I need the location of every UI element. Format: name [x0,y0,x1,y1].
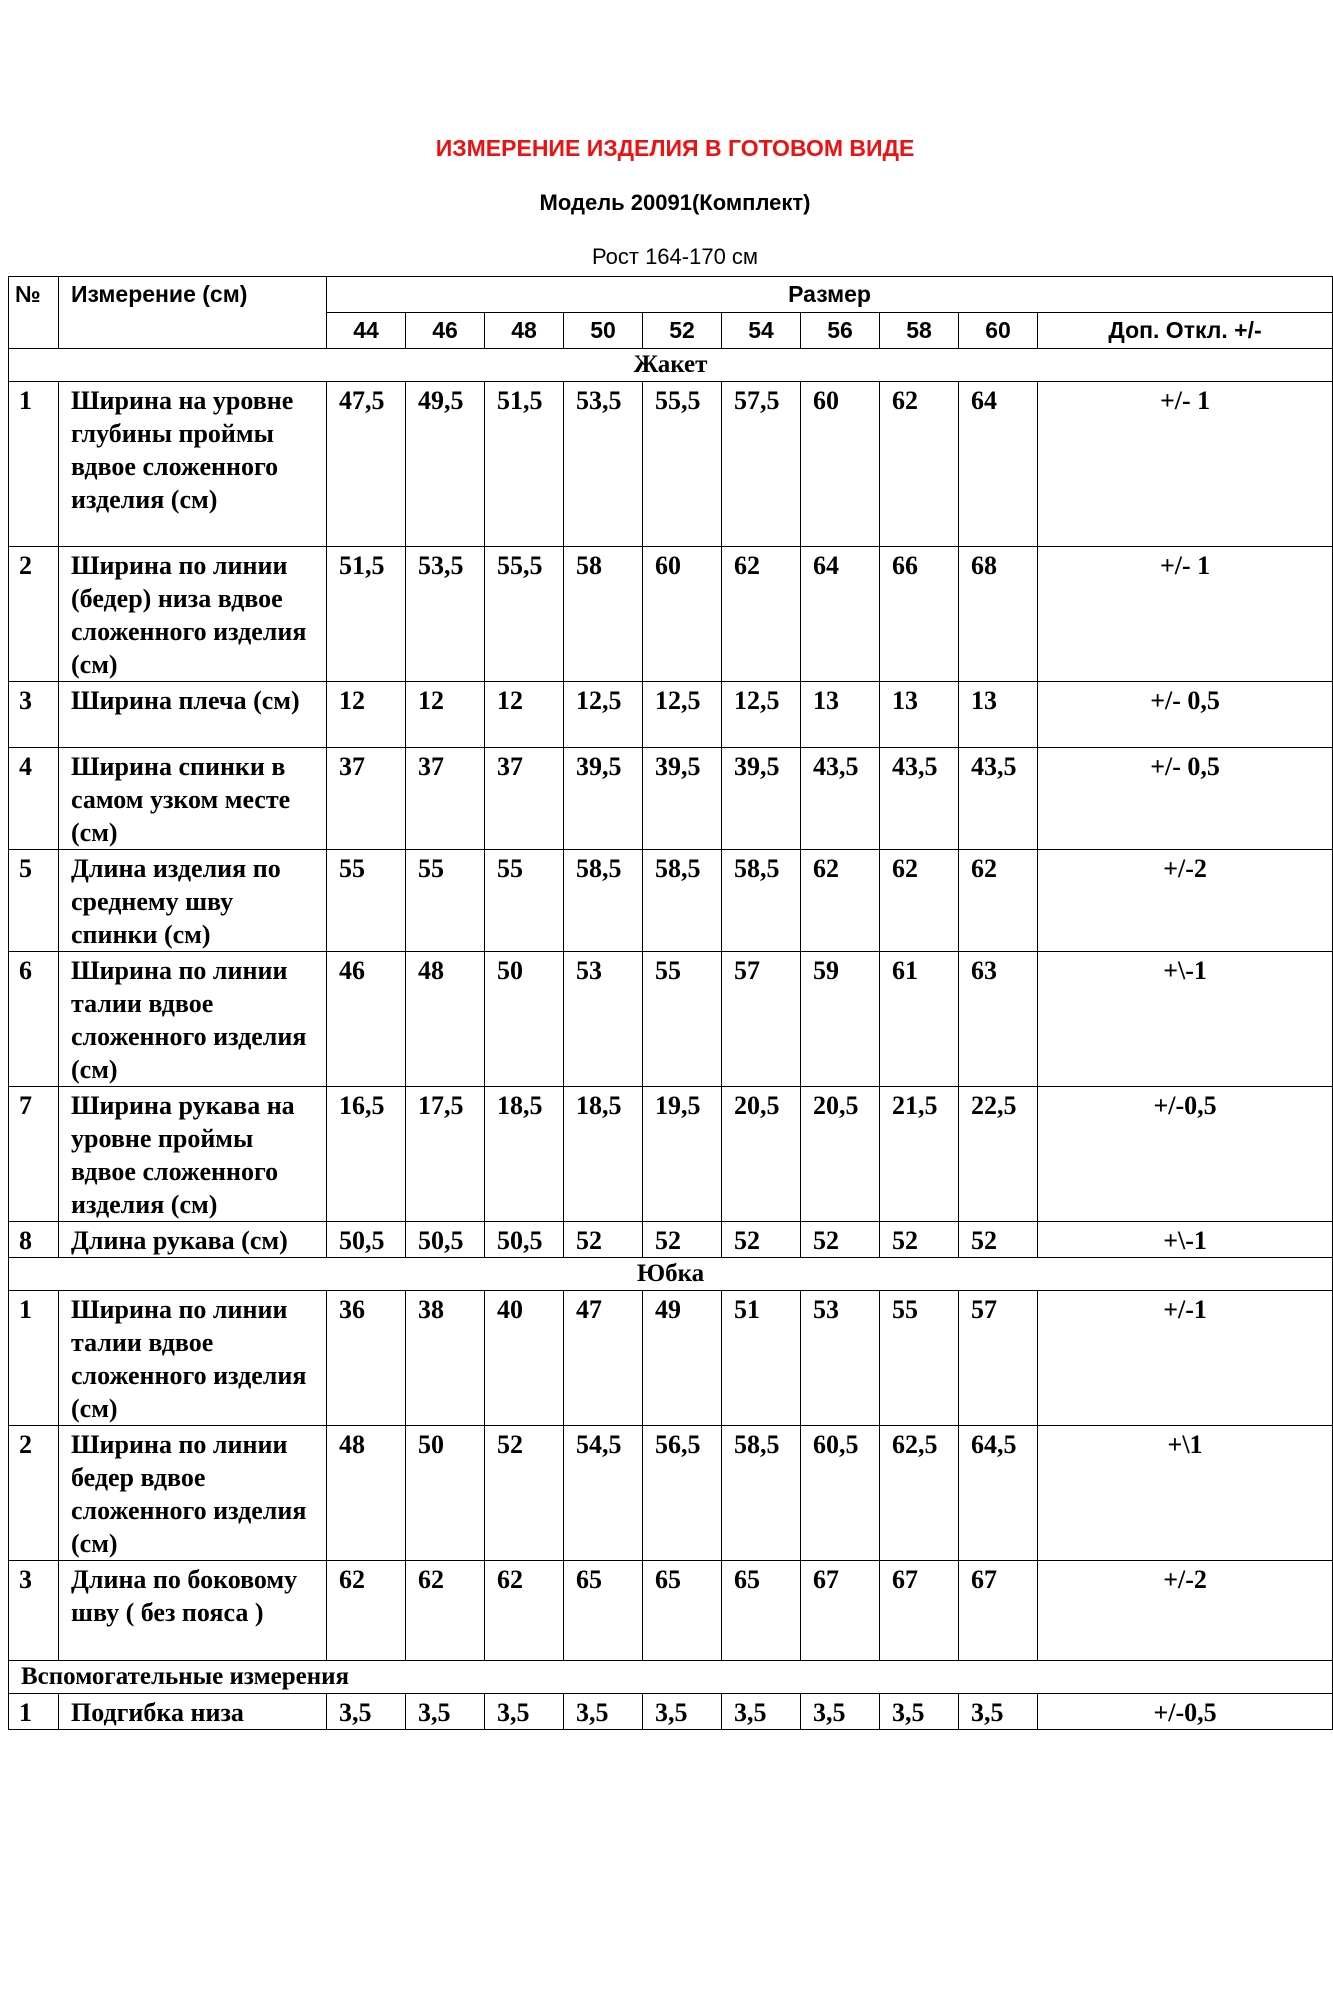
tolerance-value: +/-0,5 [1038,1694,1333,1730]
measurement-value: 63 [959,952,1038,1087]
measurement-value: 19,5 [643,1087,722,1222]
size-chart-table [8,276,1333,1730]
measurement-value: 62 [485,1561,564,1661]
measurement-value: 38 [406,1291,485,1426]
measurement-name: Ширина плеча (см) [59,682,327,748]
measurement-value: 12,5 [722,682,801,748]
measurement-value: 53,5 [406,547,485,682]
measurement-value: 16,5 [327,1087,406,1222]
measurement-value: 50 [485,952,564,1087]
tolerance-value: +/-2 [1038,1561,1333,1661]
measurement-value: 21,5 [880,1087,959,1222]
tolerance-value: +/- 0,5 [1038,682,1333,748]
measurement-row [9,1426,1333,1561]
measurement-value: 53,5 [564,382,643,547]
measurement-value: 64,5 [959,1426,1038,1561]
measurement-value: 51 [722,1291,801,1426]
measurement-value: 3,5 [643,1694,722,1730]
measurement-value: 50 [406,1426,485,1561]
measurement-value: 62 [722,547,801,682]
measurement-value: 67 [801,1561,880,1661]
measurement-value: 64 [959,382,1038,547]
measurement-value: 61 [880,952,959,1087]
row-number: 3 [9,1561,59,1661]
row-number: 5 [9,850,59,952]
measurement-value: 52 [643,1222,722,1258]
measurement-value: 64 [801,547,880,682]
tolerance-value: +\-1 [1038,1222,1333,1258]
measurement-value: 52 [880,1222,959,1258]
measurement-value: 65 [564,1561,643,1661]
row-number: 1 [9,382,59,547]
measurement-value: 39,5 [722,748,801,850]
tolerance-value: +/-2 [1038,850,1333,952]
measurement-value: 65 [643,1561,722,1661]
measurement-value: 18,5 [564,1087,643,1222]
measurement-row [9,682,1333,748]
measurement-row [9,1561,1333,1661]
measurement-value: 47 [564,1291,643,1426]
row-number: 2 [9,547,59,682]
measurement-value: 51,5 [327,547,406,682]
tolerance-value: +/- 0,5 [1038,748,1333,850]
size-header: 54 [722,313,801,349]
aux-measurement-row [9,1694,1333,1730]
measurement-value: 58,5 [643,850,722,952]
measurement-value: 55 [327,850,406,952]
table-body [9,277,1333,1730]
size-header: 48 [485,313,564,349]
measurement-value: 3,5 [801,1694,880,1730]
row-number: 2 [9,1426,59,1561]
measurement-value: 53 [564,952,643,1087]
measurement-row [9,1222,1333,1258]
measurement-value: 3,5 [327,1694,406,1730]
measurement-row [9,1291,1333,1426]
size-header: 58 [880,313,959,349]
row-number: 8 [9,1222,59,1258]
section-header-row [9,1258,1333,1291]
row-number: 4 [9,748,59,850]
size-header: 44 [327,313,406,349]
measurement-value: 43,5 [880,748,959,850]
measurement-value: 3,5 [406,1694,485,1730]
row-number: 1 [9,1694,59,1730]
measurement-value: 62 [406,1561,485,1661]
measurement-name: Подгибка низа [59,1694,327,1730]
measurement-row [9,850,1333,952]
measurement-value: 20,5 [722,1087,801,1222]
measurement-value: 66 [880,547,959,682]
measurement-value: 53 [801,1291,880,1426]
measurement-name: Ширина по линии талии вдвое сложенного изделия (см) [59,1291,327,1426]
measurement-name: Длина по боковому шву ( без пояса ) [59,1561,327,1661]
document-title: ИЗМЕРЕНИЕ ИЗДЕЛИЯ В ГОТОВОМ ВИДЕ [435,135,915,161]
measurement-value: 50,5 [327,1222,406,1258]
measurement-value: 18,5 [485,1087,564,1222]
measurement-value: 12,5 [564,682,643,748]
measurement-value: 62 [801,850,880,952]
measurement-value: 49,5 [406,382,485,547]
measurement-value: 52 [801,1222,880,1258]
measurement-name: Длина изделия по среднему шву спинки (см) [59,850,327,952]
measurement-row [9,547,1333,682]
measurement-value: 3,5 [722,1694,801,1730]
aux-section-title: Вспомогательные измерения [9,1661,1333,1694]
measurement-value: 20,5 [801,1087,880,1222]
measurement-value: 49 [643,1291,722,1426]
measurement-value: 12 [406,682,485,748]
measurement-value: 48 [406,952,485,1087]
measurement-value: 58,5 [564,850,643,952]
measurement-value: 68 [959,547,1038,682]
measurement-row [9,748,1333,850]
measurement-value: 62 [880,382,959,547]
measurement-value: 39,5 [643,748,722,850]
measurement-value: 67 [959,1561,1038,1661]
measurement-value: 55 [485,850,564,952]
measurement-value: 13 [801,682,880,748]
measurement-value: 37 [406,748,485,850]
height-range: Рост 164-170 см [591,244,759,269]
row-number: 3 [9,682,59,748]
measurement-value: 13 [880,682,959,748]
tolerance-value: +/-0,5 [1038,1087,1333,1222]
measurement-value: 52 [959,1222,1038,1258]
measurement-name: Длина рукава (см) [59,1222,327,1258]
size-header: 50 [564,313,643,349]
measurement-value: 59 [801,952,880,1087]
tolerance-value: +\1 [1038,1426,1333,1561]
measurement-value: 58 [564,547,643,682]
measurement-value: 43,5 [959,748,1038,850]
measurement-row [9,952,1333,1087]
tolerance-value: +/-1 [1038,1291,1333,1426]
measurement-value: 65 [722,1561,801,1661]
aux-header-row [9,1661,1333,1694]
measurement-row [9,1087,1333,1222]
measurement-value: 67 [880,1561,959,1661]
measurement-value: 17,5 [406,1087,485,1222]
measurement-name: Ширина на уровне глубины проймы вдвое сложенного изделия (см) [59,382,327,547]
measurement-value: 12 [485,682,564,748]
measurement-name: Ширина по линии (бедер) низа вдвое сложенного изделия (см) [59,547,327,682]
measurement-value: 48 [327,1426,406,1561]
row-number: 6 [9,952,59,1087]
measurement-value: 50,5 [406,1222,485,1258]
measurement-value: 58,5 [722,850,801,952]
measurement-value: 52 [564,1222,643,1258]
measurement-value: 51,5 [485,382,564,547]
row-number: 7 [9,1087,59,1222]
section-header-row [9,349,1333,382]
measurement-value: 40 [485,1291,564,1426]
section-title: Юбка [9,1258,1333,1291]
measurement-value: 55 [880,1291,959,1426]
row-number: 1 [9,1291,59,1426]
column-header-measurement: Измерение (см) [59,277,327,349]
measurement-name: Ширина спинки в самом узком месте (см) [59,748,327,850]
measurement-value: 13 [959,682,1038,748]
size-header: 56 [801,313,880,349]
measurement-value: 55 [643,952,722,1087]
measurement-name: Ширина рукава на уровне проймы вдвое сложенного изделия (см) [59,1087,327,1222]
measurement-value: 55,5 [485,547,564,682]
tolerance-value: +/- 1 [1038,547,1333,682]
measurement-value: 37 [485,748,564,850]
measurement-row [9,382,1333,547]
column-header-number: № [9,277,59,349]
measurement-value: 52 [722,1222,801,1258]
measurement-value: 39,5 [564,748,643,850]
measurement-value: 62 [880,850,959,952]
measurement-value: 12,5 [643,682,722,748]
tolerance-value: +\-1 [1038,952,1333,1087]
measurement-value: 3,5 [564,1694,643,1730]
measurement-value: 36 [327,1291,406,1426]
measurement-value: 58,5 [722,1426,801,1561]
measurement-value: 3,5 [485,1694,564,1730]
measurement-value: 46 [327,952,406,1087]
measurement-value: 43,5 [801,748,880,850]
measurement-value: 47,5 [327,382,406,547]
measurement-value: 3,5 [880,1694,959,1730]
measurement-value: 54,5 [564,1426,643,1561]
size-header: 52 [643,313,722,349]
section-title: Жакет [9,349,1333,382]
measurement-value: 37 [327,748,406,850]
measurement-value: 60,5 [801,1426,880,1561]
measurement-value: 62,5 [880,1426,959,1561]
measurement-name: Ширина по линии бедер вдвое сложенного изделия (см) [59,1426,327,1561]
column-header-size: Размер [327,277,1333,313]
measurement-name: Ширина по линии талии вдвое сложенного изделия (см) [59,952,327,1087]
measurement-value: 57,5 [722,382,801,547]
measurement-value: 60 [643,547,722,682]
measurement-value: 50,5 [485,1222,564,1258]
measurement-value: 62 [327,1561,406,1661]
measurement-value: 22,5 [959,1087,1038,1222]
size-header: 46 [406,313,485,349]
measurement-value: 12 [327,682,406,748]
size-header: 60 [959,313,1038,349]
column-header-tolerance: Доп. Откл. +/- [1038,313,1333,349]
measurement-value: 57 [959,1291,1038,1426]
header-row-top [9,277,1333,313]
model-name: Модель 20091(Комплект) [539,190,811,215]
measurement-value: 55 [406,850,485,952]
measurement-value: 52 [485,1426,564,1561]
measurement-value: 55,5 [643,382,722,547]
measurement-value: 60 [801,382,880,547]
measurement-value: 57 [722,952,801,1087]
measurement-value: 62 [959,850,1038,952]
tolerance-value: +/- 1 [1038,382,1333,547]
measurement-value: 56,5 [643,1426,722,1561]
measurement-value: 3,5 [959,1694,1038,1730]
